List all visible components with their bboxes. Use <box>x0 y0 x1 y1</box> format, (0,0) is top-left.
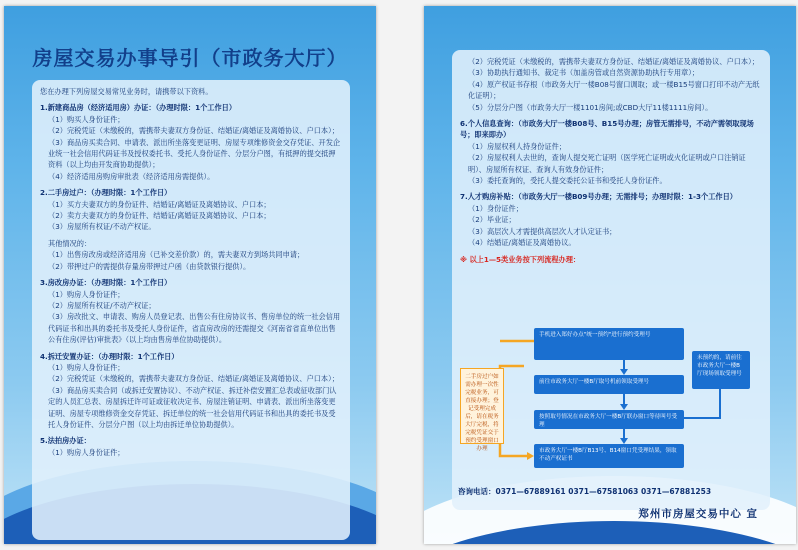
section-heading: 1.新建商品房（经济适用房）办证：（办理时限：1个工作日） <box>40 103 237 113</box>
list-item: （4）结婚证/离婚证及离婚协议。 <box>468 238 576 248</box>
list-item: （1）房屋权利人持身份证件； <box>468 141 567 151</box>
list-item: （3）房改批文、申请表、购房人员登记表、出售公有住房协议书、售房单位的统一社会信用代码证书和出具的委托书及受托人身份证件，省直房改房的还需提交《河南省省直单位出售公有住房(评估)审批表》（以上均由售房单位协助提供）。 <box>48 312 341 345</box>
item-list <box>40 289 342 346</box>
flow-side-right: 未预约的，请前往市政务大厅一楼B厅现场领取受理号 <box>692 351 750 389</box>
flow-step-1: 手机进入郑好办点"统一预约"进行预约受理号 <box>534 328 684 360</box>
list-item: （2）毕业证； <box>468 215 516 225</box>
flow-step-2: 前往市政务大厅一楼B厅取号机前领取受理号 <box>534 375 684 394</box>
section-heading: 6.个人信息查询：（市政务大厅一楼B08号、B15号办理；房管无需排号，不动产需领取现场号；即来即办） <box>460 119 754 140</box>
section-heading: 4.拆迁安置办证：（办理时限：1个工作日） <box>40 351 179 361</box>
list-item: （4）经济适用房购房审批表（经济适用房需提供）。 <box>48 171 215 181</box>
list-item: （3）协助执行通知书、裁定书（加盖房管或自然资源协助执行专用章）； <box>468 68 699 78</box>
list-item: （1）购房人身份证件； <box>48 447 125 457</box>
list-item: （3）委托查询的，受托人提交委托公证书和受托人身份证件。 <box>468 176 667 186</box>
list-item: （3）商品房买卖合同、申请表、派出所坐落变更证明、房屋专项维修资金交存凭证、开发企业统一社会信用代码证书及授权委托书、受托人身份证件、分层分户图，有抵押的提交抵押资料（以上均由开发商协助提供）； <box>48 137 341 170</box>
list-item: （2）房屋权利人去世的，查询人提交死亡证明（医学死亡证明或火化证明或户口注销证明）、房屋所有权证、查询人有效身份证件； <box>468 153 746 174</box>
flow-side-left: 二手房过户如需办理一次性完税业务，可直接办理；登记受理完成后，请在税务大厅完税，将完税凭证交于预约受理窗口办理 <box>460 368 504 444</box>
item-list <box>40 114 342 182</box>
list-item: （2）带押过户的需提供存量房带押过户函（由贷款银行提供）。 <box>48 261 251 271</box>
guide-text <box>32 80 350 464</box>
item-list <box>40 362 342 430</box>
list-item: （4）原产权证书存根（市政务大厅一楼B08号窗口调取；或一楼B15号窗口打印不动产无纸化证明）； <box>468 79 760 101</box>
contact-phones: 咨询电话：0371—67889161 0371—67581063 0371—67881253 <box>458 487 712 496</box>
list-item: （2）完税凭证（未缴税的，需携带夫妻双方身份证、结婚证/离婚证及离婚协议、户口本）； <box>48 374 339 384</box>
intro: 您在办理下列房屋交易常见业务时，请携带以下资料。 <box>40 87 213 96</box>
flow-step-3: 按照取号情况在市政务大厅一楼B厅联办窗口等待叫号受理 <box>534 410 684 429</box>
list-item: （1）出售房改房或经济适用房（已补交差价款）的，需夫妻双方到场共同申请； <box>48 250 305 260</box>
list-item: （2）完税凭证（未缴税的，需携带夫妻双方身份证、结婚证/离婚证及离婚协议、户口本）； <box>468 57 759 66</box>
list-item: （3）商品房买卖合同（或拆迁安置协议）、不动产权证、拆迁补偿安置汇总表或征收部门认定的人员汇总表、房屋拆迁许可证或征收决定书、房屋注销证明、申请表、派出所坐落变更证明、房屋专项维修资金交存凭证、拆迁单位的统一社会信用代码证书和出具的委托书及受托人身份证件、分层分户图（以上均由拆迁单位协助提供）。 <box>48 385 337 429</box>
organization-name: 郑州市房屋交易中心 宣 <box>638 508 758 520</box>
left-page <box>4 6 376 544</box>
list-item: （2）卖方夫妻双方的身份证件、结婚证/离婚证及离婚协议、户口本； <box>48 211 271 221</box>
right-page <box>424 6 796 544</box>
list-item: （1）购买人身份证件； <box>48 114 125 124</box>
section-heading: 3.房改房办证：（办理时限：1个工作日） <box>40 278 172 288</box>
list-item: （1）买方夫妻双方的身份证件、结婚证/离婚证及离婚协议、户口本； <box>48 199 271 209</box>
page-title: 房屋交易办事导引（市政务大厅） <box>32 46 348 70</box>
list-item: （3）房屋所有权证/不动产权证。 <box>48 222 156 232</box>
list-item: （2）完税凭证（未缴税的，需携带夫妻双方身份证、结婚证/离婚证及离婚协议、户口本）； <box>48 126 339 136</box>
list-item: （1）身份证件； <box>468 203 523 213</box>
content-card <box>32 80 350 540</box>
section-heading: 5.法拍房办证： <box>40 436 91 446</box>
list-item: （1）购房人身份证件； <box>48 362 125 372</box>
list-item: （1）购房人身份证件； <box>48 289 125 299</box>
section-heading: 2.二手房过户：（办理时限：1个工作日） <box>40 188 172 198</box>
flow-step-4: 市政务大厅一楼B厅B13号、B14窗口凭受理结果，领取不动产权证书 <box>534 444 684 468</box>
item-list <box>40 249 342 272</box>
list-item: （3）高层次人才需提供高层次人才认定证书； <box>468 226 617 236</box>
item-list <box>40 447 342 458</box>
list-item: （5）分层分户图（市政务大厅一楼1101房间;或CBD大厅11楼1111房间）。 <box>468 102 713 112</box>
process-note: ※ 以上1—5类业务按下列流程办理： <box>460 254 581 264</box>
list-item: （2）房屋所有权证/不动产权证； <box>48 300 156 310</box>
section-heading: 7.人才购房补贴：（市政务大厅一楼B09号办理；无需排号；办理时限：1-3个工作日） <box>460 192 737 202</box>
item-list <box>40 199 342 233</box>
section-subheading: 其他情况的： <box>48 238 92 248</box>
